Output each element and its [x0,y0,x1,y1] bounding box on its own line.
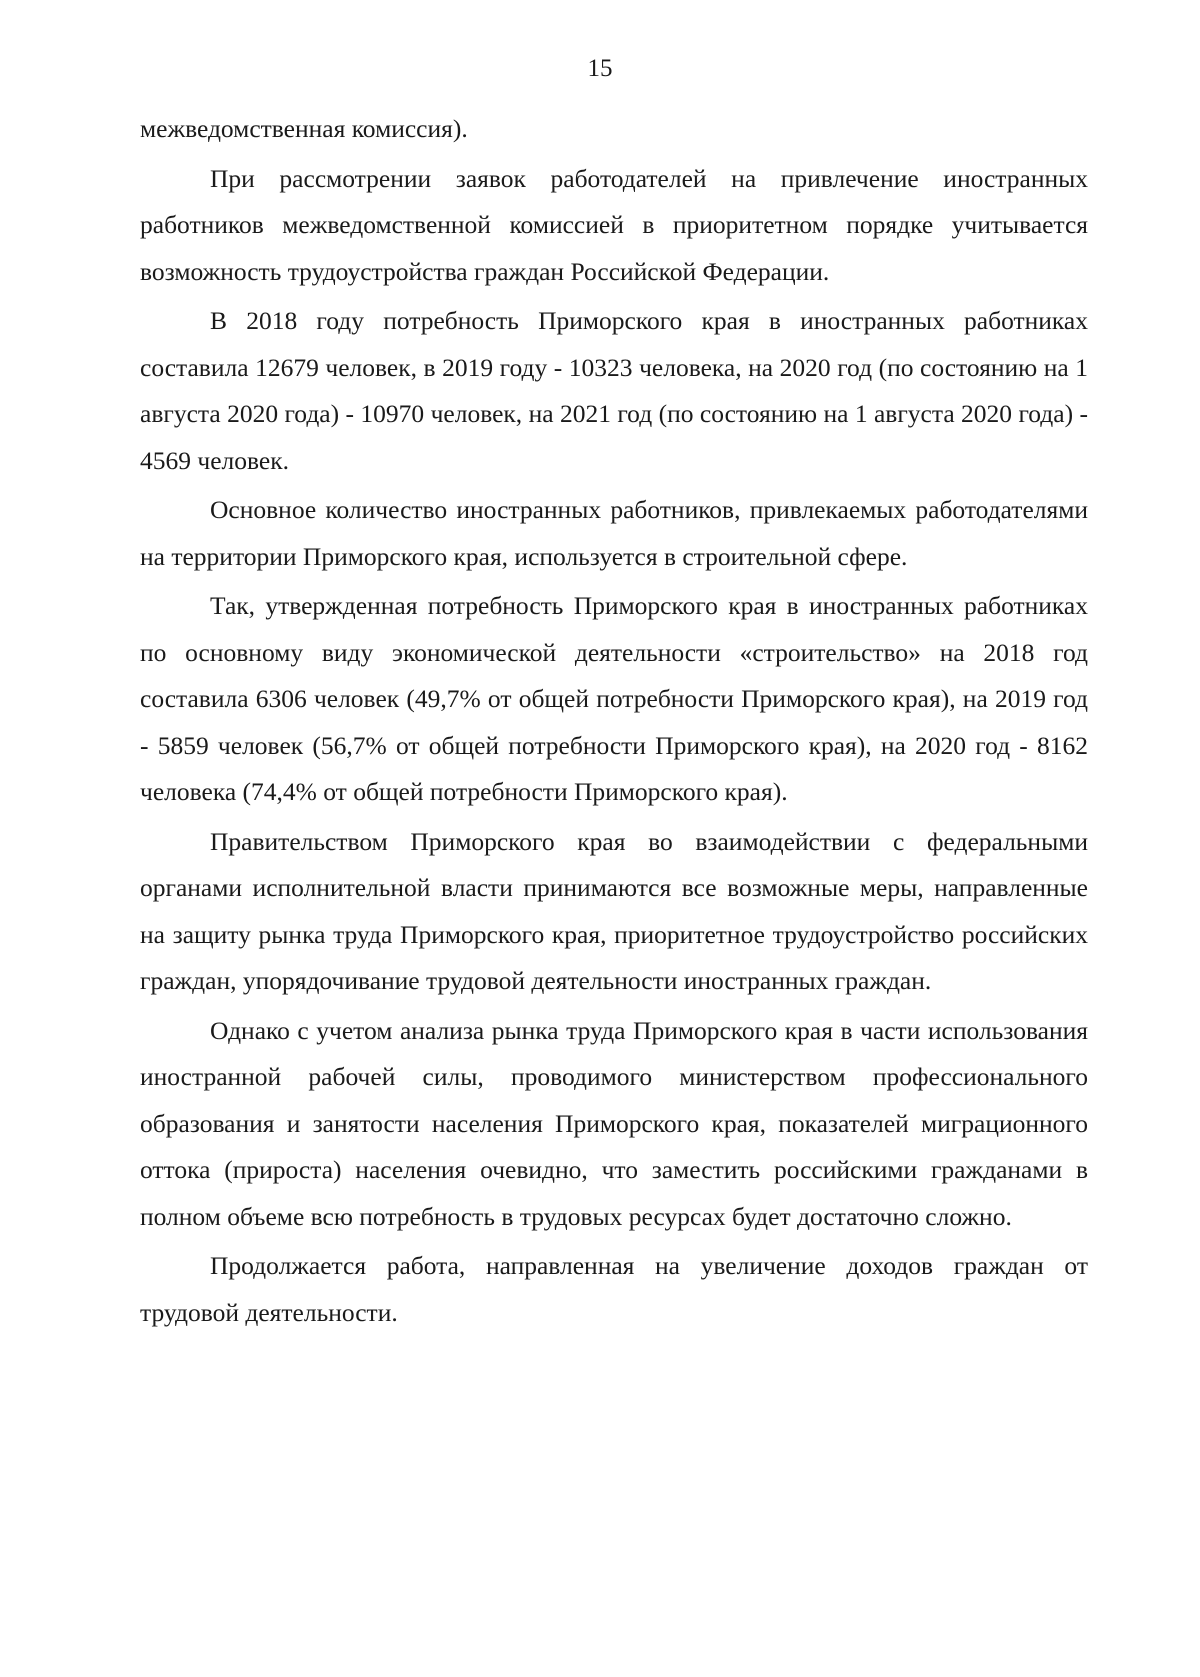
paragraph-labor-demand-figures: В 2018 году потребность Приморского края в иностранных работниках составила 12679 человек, в 2019 году - 10323 человека, на 2020 год (по состоянию на 1 августа 2020 года) - 10970 человек, на 2021 год (по состоянию на 1 августа 2020 года) - 4569 человек. [140,306,1088,475]
paragraph-labor-market-analysis: Однако с учетом анализа рынка труда Приморского края в части использования иностранной рабочей силы, проводимого министерством профессионального образования и занятости населения Приморского края, показателей миграционного оттока (прироста) населения очевидно, что заместить российскими гражданами в полном объеме всю потребность в трудовых ресурсах будет достаточно сложно. [140,1015,1088,1231]
paragraph-government-measures: Правительством Приморского края во взаимодействии с федеральными органами исполнительной власти принимаются все возможные меры, направленные на защиту рынка труда Приморского края, приоритетное трудоустройство российских граждан, упорядочивание трудовой деятельности иностранных граждан. [140,826,1088,995]
paragraph-continuation: межведомственная комиссия). [140,114,468,143]
page-number: 15 [587,55,613,82]
paragraph-applications-review: При рассмотрении заявок работодателей на привлечение иностранных работников межведомственной комиссией в приоритетном порядке учитывается возможность трудоустройства граждан Российской Федерации. [140,163,1088,286]
document-body [140,106,1088,1336]
paragraph-construction-sector: Основное количество иностранных работников, привлекаемых работодателями на территории Приморского края, используется в строительной сфере. [140,495,1088,571]
paragraph-income-growth: Продолжается работа, направленная на увеличение доходов граждан от трудовой деятельности. [140,1251,1088,1327]
paragraph-construction-demand: Так, утвержденная потребность Приморского края в иностранных работниках по основному виду экономической деятельности «строительство» на 2018 год составила 6306 человек (49,7% от общей потребности Приморского края), на 2019 год - 5859 человек (56,7% от общей потребности Приморского края), на 2020 год - 8162 человека (74,4% от общей потребности Приморского края). [140,591,1088,806]
